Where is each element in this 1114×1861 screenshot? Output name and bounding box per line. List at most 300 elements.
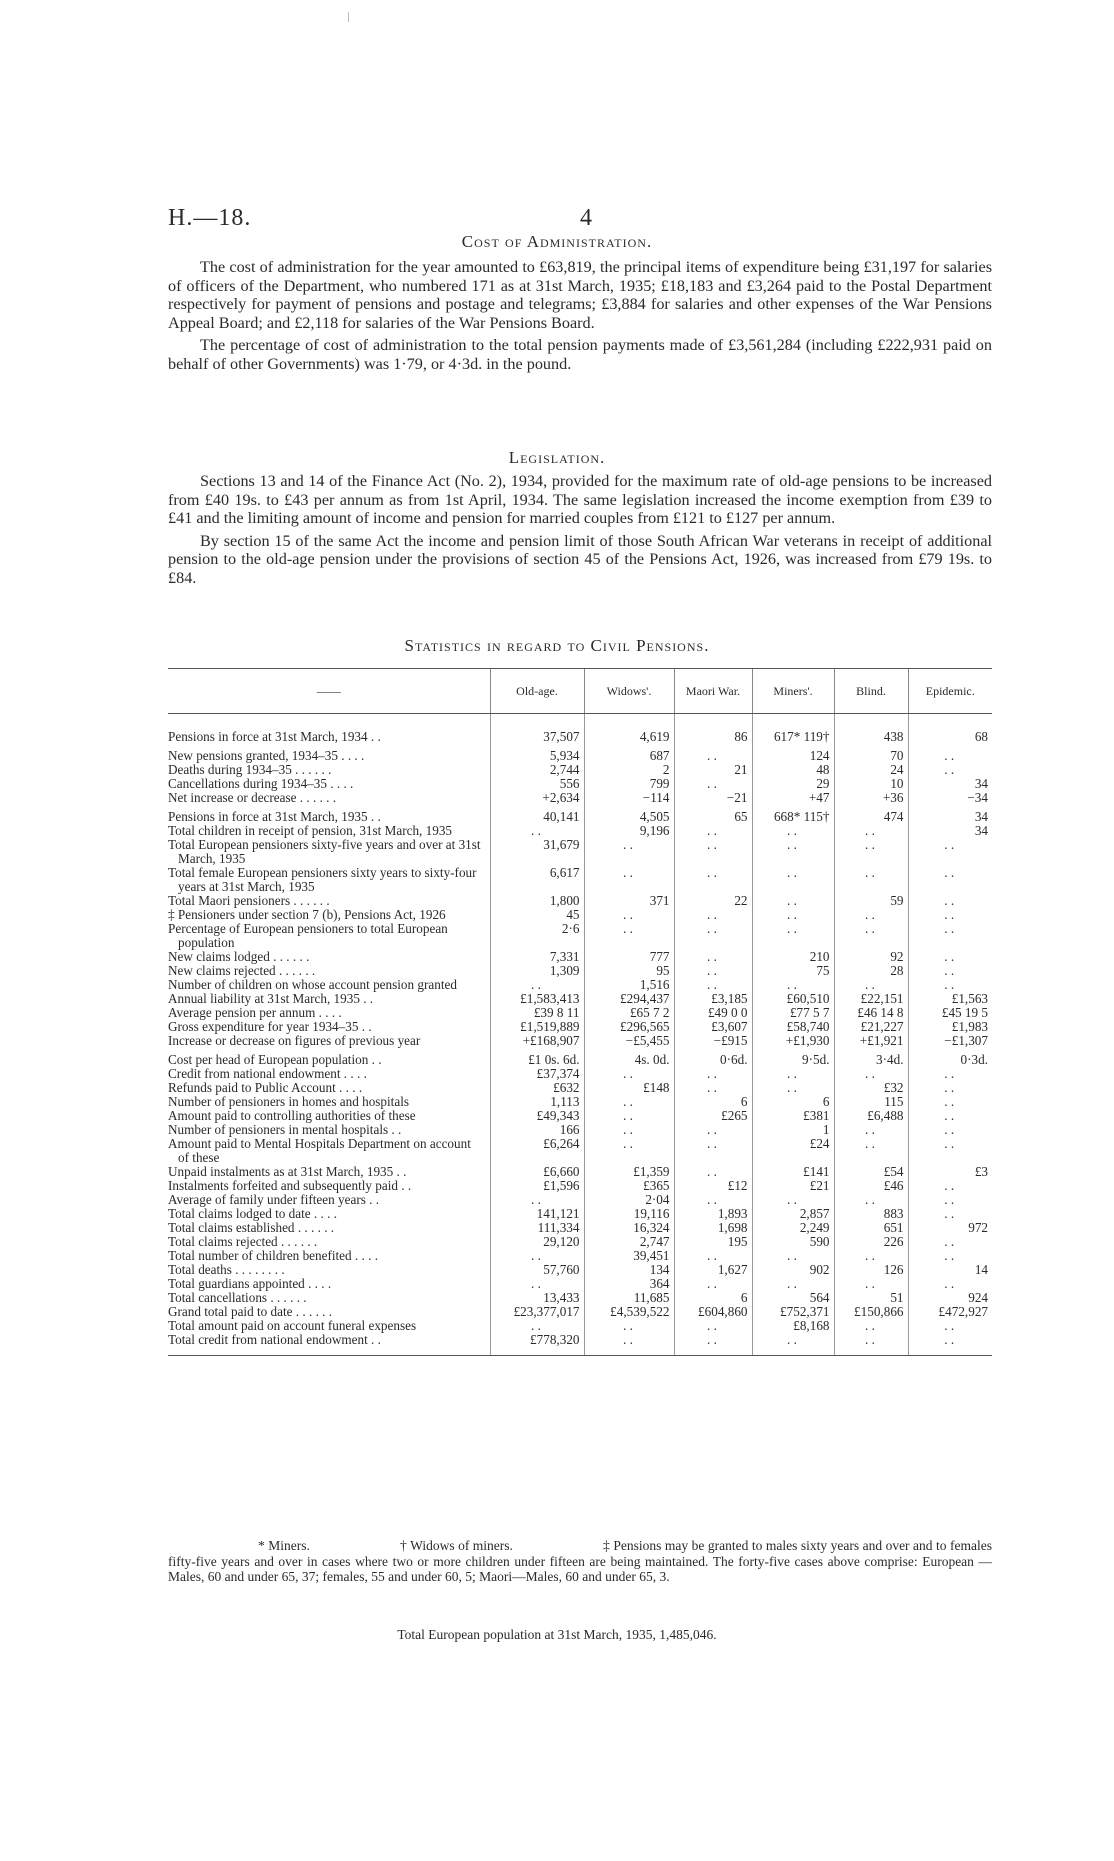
table-cell: 651 — [834, 1221, 908, 1235]
table-row — [168, 1277, 992, 1291]
table-cell: 1,516 — [584, 978, 674, 992]
row-label — [168, 1179, 490, 1193]
table-cell: 11,685 — [584, 1291, 674, 1305]
row-label — [168, 1048, 490, 1067]
table-cell: 590 — [752, 1235, 834, 1249]
table-cell: −£5,455 — [584, 1034, 674, 1048]
table-cell: £365 — [584, 1179, 674, 1193]
table-cell: 111,334 — [490, 1221, 584, 1235]
table-cell: . . — [834, 1137, 908, 1165]
table-cell: 902 — [752, 1263, 834, 1277]
column-header-2: Widows'. — [584, 669, 674, 714]
table-cell: . . — [674, 1193, 752, 1207]
table-cell: £1,983 — [908, 1020, 992, 1034]
table-cell: . . — [584, 1333, 674, 1356]
table-cell: £39 8 11 — [490, 1006, 584, 1020]
table-cell: £296,565 — [584, 1020, 674, 1034]
table-cell: . . — [674, 908, 752, 922]
table-cell: £32 — [834, 1081, 908, 1095]
table-row — [168, 1137, 992, 1165]
table-cell: £472,927 — [908, 1305, 992, 1319]
table-cell: . . — [490, 1249, 584, 1263]
table-cell: £6,660 — [490, 1165, 584, 1179]
row-label-text: Total Maori pensioners . . . . . . — [168, 893, 330, 908]
row-label — [168, 950, 490, 964]
table-cell: . . — [752, 908, 834, 922]
table-row — [168, 824, 992, 838]
table-cell: £1,359 — [584, 1165, 674, 1179]
table-cell: 9·5d. — [752, 1048, 834, 1067]
row-label-text: Increase or decrease on figures of previous year — [168, 1033, 421, 1048]
table-row — [168, 950, 992, 964]
table-cell: £148 — [584, 1081, 674, 1095]
row-label-text: New pensions granted, 1934–35 . . . . — [168, 748, 365, 763]
table-cell: 9,196 — [584, 824, 674, 838]
table-row — [168, 922, 992, 950]
row-label-text: Gross expenditure for year 1934–35 . . — [168, 1019, 372, 1034]
table-cell: . . — [908, 1123, 992, 1137]
table-cell: . . — [908, 1067, 992, 1081]
table-row — [168, 777, 992, 791]
table-cell: . . — [908, 1277, 992, 1291]
table-cell: . . — [752, 922, 834, 950]
column-header-1: Old-age. — [490, 669, 584, 714]
table-cell: £1,583,413 — [490, 992, 584, 1006]
table-cell: . . — [908, 908, 992, 922]
table-cell: 166 — [490, 1123, 584, 1137]
table-cell: 39,451 — [584, 1249, 674, 1263]
table-cell: −114 — [584, 791, 674, 805]
table-cell: . . — [584, 1137, 674, 1165]
table-cell: 65 — [674, 805, 752, 824]
table-row — [168, 763, 992, 777]
row-label-text: Total deaths . . . . . . . . — [168, 1262, 285, 1277]
row-label — [168, 1305, 490, 1319]
table-cell: 2·04 — [584, 1193, 674, 1207]
table-cell: 1,800 — [490, 894, 584, 908]
table-cell: £23,377,017 — [490, 1305, 584, 1319]
table-cell: . . — [674, 1333, 752, 1356]
legislation-paragraph-2: By section 15 of the same Act the income and pension limit of those South African War veterans in receipt of additional pension to the old-age pension under the provisions of section 45 of the Pensions Act, 1926, was increased from £79 19s. to £84. — [168, 531, 992, 587]
table-row — [168, 1006, 992, 1020]
table-cell: . . — [908, 894, 992, 908]
table-cell: +36 — [834, 791, 908, 805]
table-cell: £60,510 — [752, 992, 834, 1006]
column-header-4: Miners'. — [752, 669, 834, 714]
table-row — [168, 1333, 992, 1356]
table-cell: . . — [674, 866, 752, 894]
table-cell: . . — [908, 1179, 992, 1193]
table-cell: £3,607 — [674, 1020, 752, 1034]
row-label-text: Average pension per annum . . . . — [168, 1005, 342, 1020]
table-row — [168, 866, 992, 894]
table-cell: 687 — [584, 744, 674, 763]
row-label-text: Total claims established . . . . . . — [168, 1220, 335, 1235]
table-header-row — [168, 669, 992, 714]
table-cell: £1 0s. 6d. — [490, 1048, 584, 1067]
table-cell: £49 0 0 — [674, 1006, 752, 1020]
table-cell: 45 — [490, 908, 584, 922]
table-cell: . . — [908, 1109, 992, 1123]
table-row — [168, 714, 992, 745]
table-cell: . . — [674, 838, 752, 866]
table-cell: . . — [674, 1081, 752, 1095]
row-label — [168, 1221, 490, 1235]
table-cell: . . — [752, 978, 834, 992]
table-cell: 1,698 — [674, 1221, 752, 1235]
cost-heading: Cost of Administration. — [461, 232, 653, 251]
table-cell: 2,747 — [584, 1235, 674, 1249]
table-cell: . . — [834, 1277, 908, 1291]
table-cell: . . — [834, 978, 908, 992]
table-cell: 777 — [584, 950, 674, 964]
table-cell: 4,505 — [584, 805, 674, 824]
table-cell: . . — [584, 1095, 674, 1109]
table-cell: . . — [752, 894, 834, 908]
total-population-note: Total European population at 31st March, 1935, 1,485,046. — [397, 1627, 717, 1642]
table-cell: £54 — [834, 1165, 908, 1179]
table-cell: 564 — [752, 1291, 834, 1305]
table-cell: . . — [834, 1067, 908, 1081]
table-cell: £58,740 — [752, 1020, 834, 1034]
row-label-text: Total female European pensioners sixty years to sixty-four years at 31st March, 1935 — [168, 865, 477, 894]
row-label-text: Cancellations during 1934–35 . . . . — [168, 776, 354, 791]
table-cell: 92 — [834, 950, 908, 964]
row-label-text: Percentage of European pensioners to total European population — [168, 921, 448, 950]
table-cell: . . — [584, 908, 674, 922]
table-cell: 2,744 — [490, 763, 584, 777]
row-label-text: New claims rejected . . . . . . — [168, 963, 316, 978]
table-cell: £3,185 — [674, 992, 752, 1006]
table-cell: 6,617 — [490, 866, 584, 894]
table-cell: 2·6 — [490, 922, 584, 950]
cost-paragraph-2: The percentage of cost of administration to the total pension payments made of £3,561,284 (including £222,931 paid on behalf of other Governments) was 1·79, or 4·3d. in the pound. — [168, 336, 992, 373]
row-label — [168, 805, 490, 824]
table-cell: . . — [908, 922, 992, 950]
table-cell: £46 — [834, 1179, 908, 1193]
row-label-text: Grand total paid to date . . . . . . — [168, 1304, 333, 1319]
table-cell: +2,634 — [490, 791, 584, 805]
table-cell: . . — [834, 838, 908, 866]
table-cell: +47 — [752, 791, 834, 805]
table-cell: 668* 115† — [752, 805, 834, 824]
table-cell: . . — [674, 950, 752, 964]
table-cell: £22,151 — [834, 992, 908, 1006]
table-cell: £752,371 — [752, 1305, 834, 1319]
table-row — [168, 838, 992, 866]
table-cell: 3·4d. — [834, 1048, 908, 1067]
scan-mark — [348, 12, 349, 22]
row-label-text: Pensions in force at 31st March, 1934 . . — [168, 729, 381, 744]
table-cell: . . — [834, 1333, 908, 1356]
row-label — [168, 992, 490, 1006]
table-cell: 57,760 — [490, 1263, 584, 1277]
table-row — [168, 1207, 992, 1221]
column-header-3: Maori War. — [674, 669, 752, 714]
row-label-text: Deaths during 1934–35 . . . . . . — [168, 762, 332, 777]
table-row — [168, 978, 992, 992]
legislation-paragraph-1: Sections 13 and 14 of the Finance Act (No. 2), 1934, provided for the maximum rate of old-age pensions to be increased from £40 19s. to £43 per annum as from 1st April, 1934. The same legislation increased the income exemption from £39 to £41 and the limiting amount of income and pension for married couples from £121 to £127 per annum. — [168, 472, 992, 528]
row-label — [168, 1123, 490, 1137]
table-cell: £65 7 2 — [584, 1006, 674, 1020]
table-cell: £381 — [752, 1109, 834, 1123]
row-label — [168, 1137, 490, 1165]
table-cell: . . — [834, 1249, 908, 1263]
table-cell: −21 — [674, 791, 752, 805]
table-row — [168, 1123, 992, 1137]
table-cell: £141 — [752, 1165, 834, 1179]
table-cell: £37,374 — [490, 1067, 584, 1081]
column-header-5: Blind. — [834, 669, 908, 714]
table-body — [168, 714, 992, 1356]
table-cell: £1,563 — [908, 992, 992, 1006]
row-label — [168, 1235, 490, 1249]
table-cell: . . — [674, 1137, 752, 1165]
row-label — [168, 791, 490, 805]
table-row — [168, 1020, 992, 1034]
table-cell: . . — [490, 1193, 584, 1207]
table-cell: . . — [908, 1081, 992, 1095]
table-row — [168, 744, 992, 763]
row-label — [168, 1207, 490, 1221]
statistics-heading: Statistics in regard to Civil Pensions. — [404, 636, 710, 655]
row-label-text: Total amount paid on account funeral expenses — [168, 1318, 417, 1333]
table-cell: 24 — [834, 763, 908, 777]
table-cell: 6 — [674, 1095, 752, 1109]
table-cell: £6,264 — [490, 1137, 584, 1165]
row-label — [168, 838, 490, 866]
table-cell: . . — [908, 1319, 992, 1333]
table-cell: . . — [834, 1319, 908, 1333]
table-cell: . . — [752, 1081, 834, 1095]
table-cell: . . — [834, 908, 908, 922]
table-cell: 34 — [908, 777, 992, 791]
table-cell: £4,539,522 — [584, 1305, 674, 1319]
table-cell: . . — [752, 866, 834, 894]
table-row — [168, 1179, 992, 1193]
table-cell: +£1,930 — [752, 1034, 834, 1048]
table-cell: 10 — [834, 777, 908, 791]
table-cell: . . — [908, 1207, 992, 1221]
table-cell: . . — [908, 1249, 992, 1263]
table-cell: 371 — [584, 894, 674, 908]
row-label-text: Cost per head of European population . . — [168, 1052, 382, 1067]
table-cell: +£1,921 — [834, 1034, 908, 1048]
table-cell: 617* 119† — [752, 714, 834, 745]
table-cell: . . — [584, 1123, 674, 1137]
row-label — [168, 1165, 490, 1179]
row-label — [168, 763, 490, 777]
legislation-heading: Legislation. — [508, 448, 606, 467]
row-label-text: ‡ Pensioners under section 7 (b), Pensions Act, 1926 — [168, 907, 446, 922]
table-cell: . . — [834, 1193, 908, 1207]
page-number: 4 — [580, 205, 592, 231]
row-label-text: Total claims rejected . . . . . . — [168, 1234, 318, 1249]
table-cell: 6 — [752, 1095, 834, 1109]
table-row — [168, 1305, 992, 1319]
row-label-text: Net increase or decrease . . . . . . — [168, 790, 337, 805]
table-cell: . . — [908, 744, 992, 763]
table-cell: . . — [834, 866, 908, 894]
table-cell: . . — [752, 838, 834, 866]
table-cell: 22 — [674, 894, 752, 908]
table-cell: £1,519,889 — [490, 1020, 584, 1034]
table-cell: . . — [674, 777, 752, 791]
table-row — [168, 1221, 992, 1235]
row-label-text: Unpaid instalments as at 31st March, 1935 . . — [168, 1164, 407, 1179]
row-label — [168, 714, 490, 745]
table-cell: 4s. 0d. — [584, 1048, 674, 1067]
table-cell: 1,309 — [490, 964, 584, 978]
table-row — [168, 908, 992, 922]
table-cell: £6,488 — [834, 1109, 908, 1123]
row-label-text: Credit from national endowment . . . . — [168, 1066, 367, 1081]
table-cell: . . — [908, 978, 992, 992]
table-cell: 29 — [752, 777, 834, 791]
table-cell: . . — [908, 866, 992, 894]
table-cell: £778,320 — [490, 1333, 584, 1356]
row-label — [168, 1193, 490, 1207]
row-label — [168, 1277, 490, 1291]
row-label-text: Instalments forfeited and subsequently paid . . — [168, 1178, 412, 1193]
table-cell: 37,507 — [490, 714, 584, 745]
table-row — [168, 1165, 992, 1179]
table-row — [168, 1249, 992, 1263]
table-cell: 364 — [584, 1277, 674, 1291]
table-row — [168, 1034, 992, 1048]
table-cell: 799 — [584, 777, 674, 791]
table-cell: −34 — [908, 791, 992, 805]
table-cell: . . — [674, 964, 752, 978]
row-label-text: Amount paid to controlling authorities of these — [168, 1108, 416, 1123]
footnote-dagger: † Widows of miners. — [399, 1538, 513, 1553]
table-cell: £632 — [490, 1081, 584, 1095]
row-label — [168, 1034, 490, 1048]
row-label-text: Refunds paid to Public Account . . . . — [168, 1080, 363, 1095]
row-label — [168, 1249, 490, 1263]
row-label-text: Pensions in force at 31st March, 1935 . . — [168, 809, 381, 824]
table-cell: . . — [752, 1067, 834, 1081]
row-label — [168, 744, 490, 763]
table-cell: . . — [908, 1193, 992, 1207]
table-cell: 40,141 — [490, 805, 584, 824]
table-cell: . . — [908, 1235, 992, 1249]
table-cell: 2,249 — [752, 1221, 834, 1235]
table-cell: 972 — [908, 1221, 992, 1235]
table-cell: 86 — [674, 714, 752, 745]
table-cell: 0·6d. — [674, 1048, 752, 1067]
table-cell: 141,121 — [490, 1207, 584, 1221]
cost-paragraphs — [168, 258, 992, 374]
table-cell: £24 — [752, 1137, 834, 1165]
table-cell: 126 — [834, 1263, 908, 1277]
table-cell: £46 14 8 — [834, 1006, 908, 1020]
table-cell: 924 — [908, 1291, 992, 1305]
table-cell: 5,934 — [490, 744, 584, 763]
footnotes — [168, 1538, 992, 1585]
table-row — [168, 1095, 992, 1109]
table-cell: 474 — [834, 805, 908, 824]
row-label — [168, 908, 490, 922]
table-cell: . . — [674, 824, 752, 838]
table-row — [168, 1291, 992, 1305]
row-label — [168, 1067, 490, 1081]
table-cell: . . — [834, 1123, 908, 1137]
table-cell: 1,113 — [490, 1095, 584, 1109]
table-cell: 48 — [752, 763, 834, 777]
row-label-text: Annual liability at 31st March, 1935 . . — [168, 991, 374, 1006]
table-cell: 34 — [908, 824, 992, 838]
table-row — [168, 1081, 992, 1095]
cost-paragraph-1: The cost of administration for the year amounted to £63,819, the principal items of expenditure being £31,197 for salaries of officers of the Department, who numbered 171 as at 31st March, 1935; £18,183 and £3,264 paid to the Postal Department respectively for payment of pensions and postage and telegrams; £3,884 for salaries and other expenses of the War Pensions Appeal Board; and £2,118 for salaries of the War Pensions Board. — [168, 258, 992, 332]
row-label-text: Total number of children benefited . . . . — [168, 1248, 379, 1263]
footnote-double-dagger: ‡ Pensions may be granted to males sixty years and over and to females fifty-five years and over in cases where two or more children under fifteen are being maintained. The forty-five cases above comprise: European — Males, 60 and under 65, 37; females, 55 and under 60, 5; Maori—Males, 60 and under 65, 3. — [168, 1538, 993, 1584]
table-cell: . . — [584, 866, 674, 894]
row-label-text: Number of pensioners in mental hospitals . . — [168, 1122, 402, 1137]
legislation-paragraphs — [168, 472, 992, 588]
table-cell: 95 — [584, 964, 674, 978]
table-cell: . . — [908, 1137, 992, 1165]
table-cell: £604,860 — [674, 1305, 752, 1319]
table-row — [168, 1235, 992, 1249]
table-cell: 124 — [752, 744, 834, 763]
table-row — [168, 992, 992, 1006]
row-label-text: Number of children on whose account pension granted — [168, 977, 457, 992]
table-cell: 14 — [908, 1263, 992, 1277]
table-cell: . . — [674, 922, 752, 950]
table-cell: . . — [584, 1109, 674, 1123]
table-cell: . . — [908, 964, 992, 978]
table-cell: . . — [908, 1095, 992, 1109]
table-cell: . . — [752, 824, 834, 838]
table-cell: 134 — [584, 1263, 674, 1277]
table-cell: 883 — [834, 1207, 908, 1221]
table-cell: . . — [752, 1277, 834, 1291]
table-cell: 438 — [834, 714, 908, 745]
row-label — [168, 1291, 490, 1305]
row-label-text: Total children in receipt of pension, 31st March, 1935 — [168, 823, 453, 838]
row-label-text: New claims lodged . . . . . . — [168, 949, 310, 964]
table-cell: 2 — [584, 763, 674, 777]
row-label-text: Total European pensioners sixty-five years and over at 31st March, 1935 — [168, 837, 481, 866]
row-label — [168, 978, 490, 992]
table-row — [168, 1067, 992, 1081]
table-row — [168, 1319, 992, 1333]
table-cell: . . — [752, 1249, 834, 1263]
row-label-text: Number of pensioners in homes and hospitals — [168, 1094, 410, 1109]
table-cell: . . — [752, 1193, 834, 1207]
table-row — [168, 1109, 992, 1123]
table-cell: 1,627 — [674, 1263, 752, 1277]
table-cell: 1,893 — [674, 1207, 752, 1221]
row-label — [168, 922, 490, 950]
column-header-6: Epidemic. — [908, 669, 992, 714]
row-label-text: Amount paid to Mental Hospitals Department on account of these — [168, 1136, 471, 1165]
table-cell: £21,227 — [834, 1020, 908, 1034]
row-label — [168, 866, 490, 894]
table-cell: £12 — [674, 1179, 752, 1193]
table-cell: £3 — [908, 1165, 992, 1179]
row-label — [168, 1263, 490, 1277]
row-label — [168, 894, 490, 908]
table-cell: . . — [834, 824, 908, 838]
table-cell: 28 — [834, 964, 908, 978]
column-header-0: —— — [168, 669, 490, 714]
table-cell: . . — [674, 1067, 752, 1081]
table-cell: . . — [674, 1165, 752, 1179]
table-cell: 0·3d. — [908, 1048, 992, 1067]
row-label-text: Total cancellations . . . . . . — [168, 1290, 307, 1305]
